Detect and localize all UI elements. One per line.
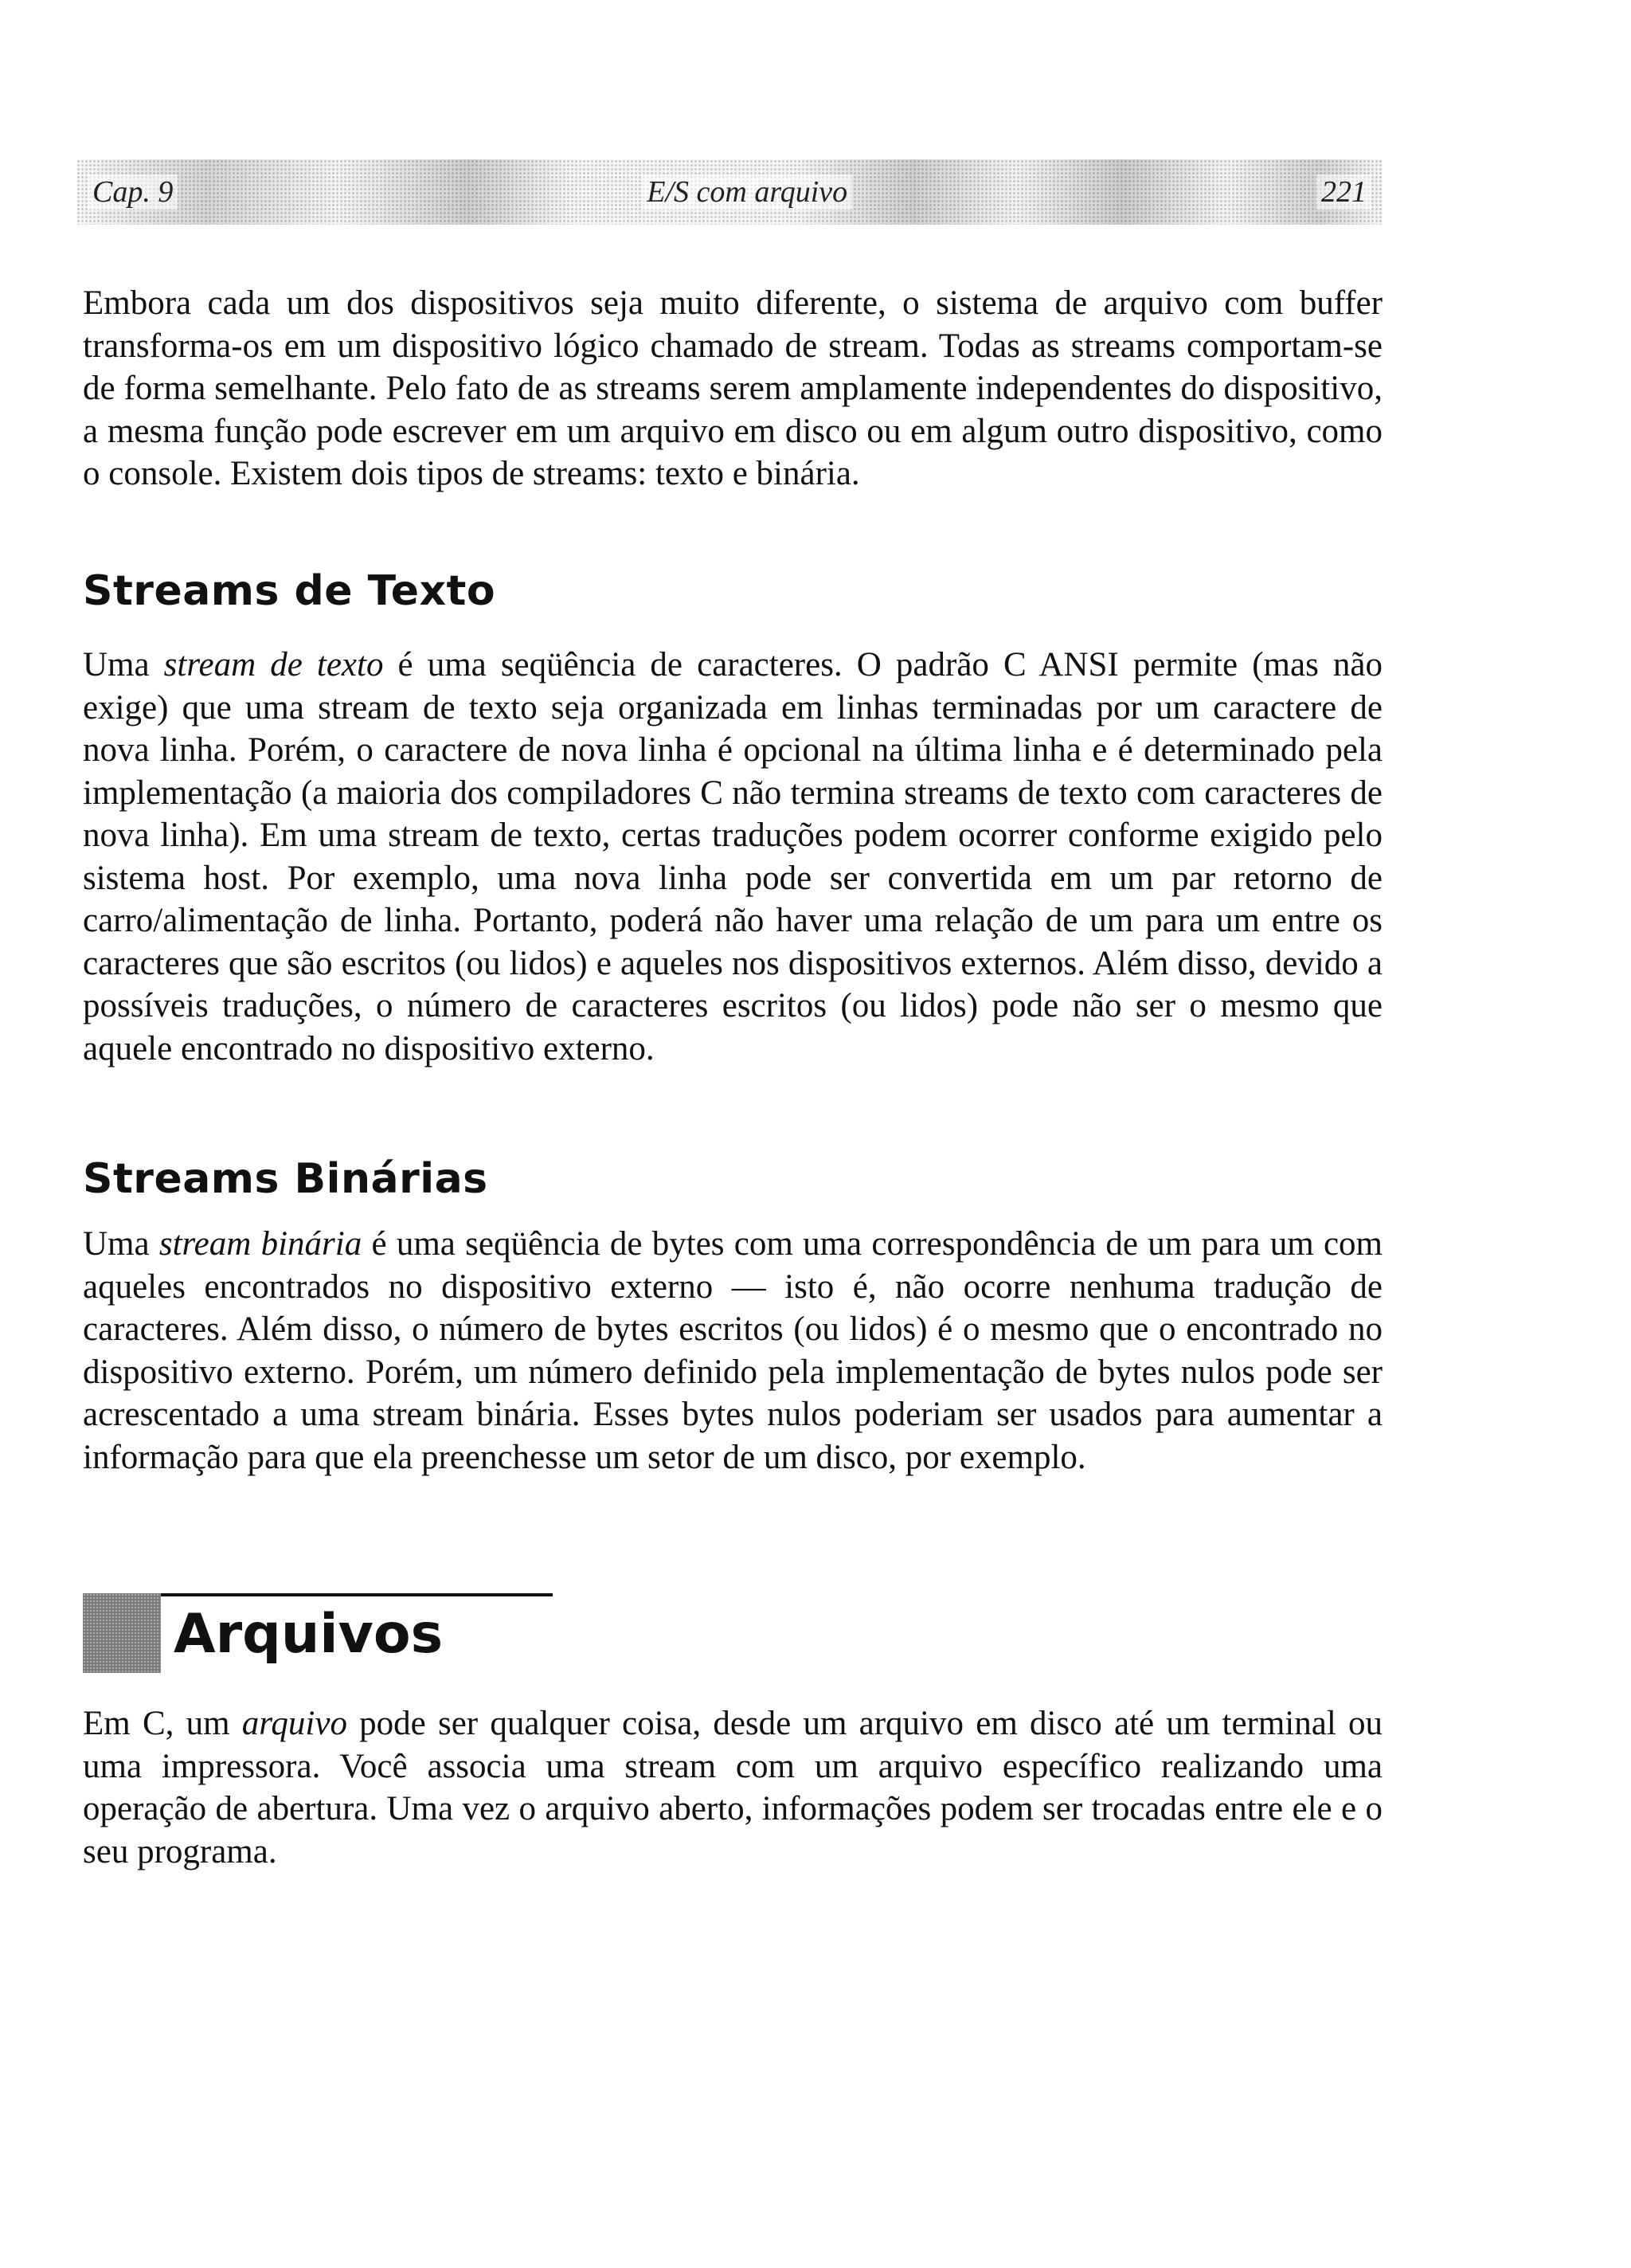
files-heading: Arquivos xyxy=(174,1603,444,1666)
intro-paragraph: Embora cada um dos dispositivos seja muito diferente, o sistema de arquivo com buffer transforma-os em um dispositivo lógico chamado de stream. Todas as streams comportam-se de forma semelhante. Pelo fato de as streams serem amplamente independentes do dispositivo, a mesma função pode escrever em um arquivo em disco ou em algum outro dispositivo, como o console. Existem dois tipos de streams: texto e binária. xyxy=(83,284,1383,492)
text-streams-term: stream de texto xyxy=(163,646,384,684)
binary-streams-term: stream binária xyxy=(158,1225,362,1263)
binary-streams-heading: Streams Binárias xyxy=(83,1155,488,1203)
files-lead: Em C, um xyxy=(83,1705,242,1742)
text-streams-lead: Uma xyxy=(83,646,164,684)
text-streams-paragraph xyxy=(83,644,1383,1070)
running-header xyxy=(76,159,1383,225)
page-number: 221 xyxy=(1316,174,1371,210)
files-paragraph xyxy=(83,1702,1383,1873)
chapter-title: E/S com arquivo xyxy=(642,174,852,210)
section-block-marker xyxy=(83,1593,161,1673)
text-streams-heading: Streams de Texto xyxy=(83,567,496,615)
files-body: pode ser qualquer coisa, desde um arquivo em disco até um terminal ou uma impressora. Você associa uma stream com um arquivo específico realizando uma operação de abertura. Uma vez o arquivo aberto, informações podem ser trocadas entre ele e o seu programa. xyxy=(83,1705,1383,1870)
text-streams-body: é uma seqüência de caracteres. O padrão C ANSI permite (mas não exige) que uma stream de texto seja organizada em linhas terminadas por um caractere de nova linha. Porém, o caractere de nova linha é opcional na última linha e é determinado pela implementação (a maioria dos compiladores C não termina streams de texto com caracteres de nova linha). Em uma stream de texto, certas traduções podem ocorrer conforme exigido pelo sistema host. Por exemplo, uma nova linha pode ser convertida em um par retorno de carro/alimentação de linha. Portanto, poderá não haver uma relação de um para um entre os caracteres que são escritos (ou lidos) e aqueles nos dispositivos externos. Além disso, devido a possíveis traduções, o número de caracteres escritos (ou lidos) pode não ser o mesmo que aquele encontrado no dispositivo externo. xyxy=(83,646,1383,1067)
binary-streams-paragraph xyxy=(83,1223,1383,1479)
binary-streams-body: é uma seqüência de bytes com uma correspondência de um para um com aqueles encontrados no dispositivo externo — isto é, não ocorre nenhuma tradução de caracteres. Além disso, o número de bytes escritos (ou lidos) é o mesmo que o encontrado no dispositivo externo. Porém, um número definido pela implementação de bytes nulos pode ser acrescentado a uma stream binária. Esses bytes nulos poderiam ser usados para aumentar a informação para que ela preenchesse um setor de um disco, por exemplo. xyxy=(83,1225,1383,1476)
chapter-label: Cap. 9 xyxy=(88,174,178,210)
binary-streams-lead: Uma xyxy=(83,1225,159,1263)
files-term: arquivo xyxy=(241,1705,347,1742)
